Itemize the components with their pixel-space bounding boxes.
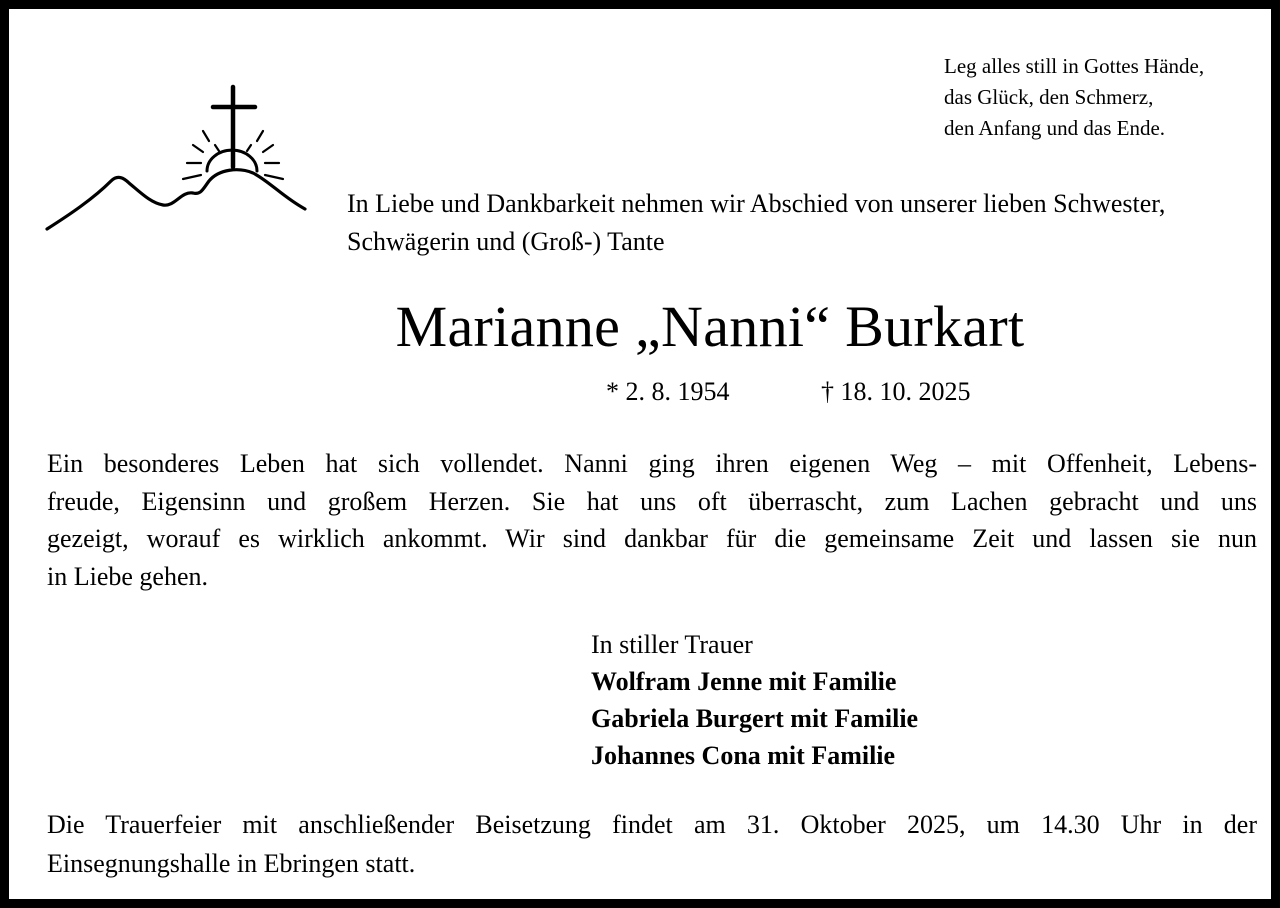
poem-line: den Anfang und das Ende. [944, 116, 1166, 140]
intro-line: In Liebe und Dankbarkeit nehmen wir Abschied von unserer lieben Schwester, [347, 189, 1166, 218]
tribute-text [47, 445, 1257, 595]
mourners-block [591, 626, 1251, 774]
intro-text [347, 185, 1267, 261]
service-notice [47, 805, 1257, 883]
poem-line: das Glück, den Schmerz, [944, 85, 1154, 109]
birth-date: * 2. 8. 1954 [606, 377, 730, 406]
tribute-line: Ein besonderes Leben hat sich vollendet. Nanni ging ihren eigenen Weg – mit Offenheit, Lebens- [47, 449, 1257, 478]
mourner-family: Gabriela Burgert mit Familie [591, 704, 919, 733]
poem-verse [944, 51, 1264, 144]
tribute-line: in Liebe gehen. [47, 561, 208, 591]
mourner-family: Wolfram Jenne mit Familie [591, 667, 897, 696]
service-line: Die Trauerfeier mit anschließender Beisetzung findet am 31. Oktober 2025, um 14.30 Uhr in der [47, 810, 1257, 839]
tribute-line: gezeigt, worauf es wirklich ankommt. Wir sind dankbar für die gemeinsame Zeit und lassen sie nun [47, 524, 1257, 553]
mountain-cross-sunrise-icon [43, 83, 311, 235]
death-date: † 18. 10. 2025 [821, 377, 971, 406]
mourners-heading: In stiller Trauer [591, 630, 753, 659]
intro-line: Schwägerin und (Groß-) Tante [347, 227, 665, 256]
deceased-name: Marianne „Nanni“ Burkart [395, 294, 1025, 359]
mourner-family: Johannes Cona mit Familie [591, 741, 896, 770]
poem-line: Leg alles still in Gottes Hände, [944, 54, 1205, 78]
tribute-line: freude, Eigensinn und großem Herzen. Sie hat uns oft überrascht, zum Lachen gebracht und uns [47, 486, 1257, 516]
service-line: Einsegnungshalle in Ebringen statt. [47, 849, 416, 878]
